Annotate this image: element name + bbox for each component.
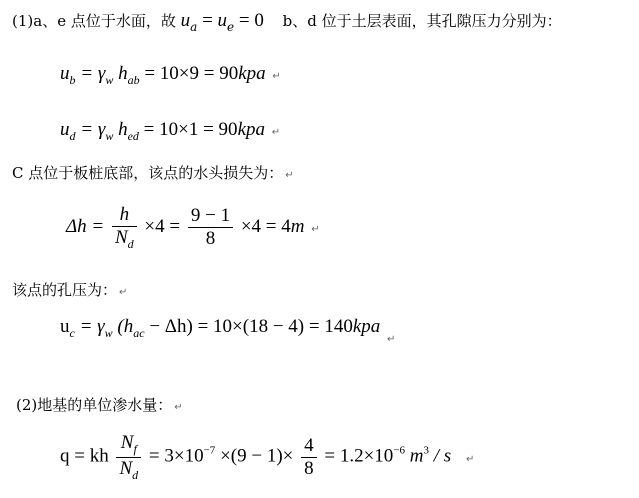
unit-m: m <box>409 445 424 467</box>
line-1-suffix: b、d 位于土层表面，其孔隙压力分别为： <box>282 12 562 30</box>
equation-mid: − Δh) = 10×(18 − 4) = 140 <box>149 316 353 337</box>
equation-rest: = 10×9 = 90 <box>144 63 239 84</box>
fraction-nf-over-nd <box>116 432 141 483</box>
u-symbol: u <box>60 316 70 337</box>
exponent-2: −6 <box>393 444 406 457</box>
line-8-text <box>16 398 183 413</box>
gamma-symbol: = γ <box>79 316 105 337</box>
fraction-denominator: 8 <box>304 457 314 479</box>
u-e-symbol: u <box>217 10 228 31</box>
u-e-subscript: e <box>227 20 235 34</box>
fraction-numerator <box>116 432 141 458</box>
return-mark-icon: ↵ <box>311 224 320 236</box>
gamma-subscript: w <box>105 73 114 87</box>
unit-s: / s <box>429 445 452 467</box>
n-symbol: N <box>114 226 128 248</box>
line-1-prefix: (1)a、e 点位于水面，故 <box>12 12 176 30</box>
equation-mid-1: = 3×10 <box>148 445 204 467</box>
h-subscript: ab <box>127 73 140 87</box>
equation-mid-3: = 1.2×10 <box>324 445 394 467</box>
n-symbol: N <box>119 457 133 479</box>
fraction-numerator: h <box>112 204 137 227</box>
h-symbol: h <box>118 63 128 84</box>
h-symbol: h <box>118 119 128 140</box>
equation-rest: ×4 = 4 <box>240 216 291 238</box>
equation-pore-pressure <box>60 317 395 345</box>
n-symbol: N <box>120 432 134 453</box>
h-subscript: ed <box>127 129 139 143</box>
fraction-9-1-over-8 <box>188 205 233 250</box>
equation-u-b <box>60 64 281 86</box>
equation-seepage <box>60 432 474 483</box>
fraction-denominator: 8 <box>205 228 216 250</box>
equals-zero: = 0 <box>238 10 264 31</box>
u-a-symbol: u <box>180 10 191 31</box>
line-6-content: 该点的孔压为： <box>12 281 118 299</box>
q-lhs: q = kh <box>60 445 109 467</box>
line-1-statement <box>12 11 562 33</box>
line-8-content: (2)地基的单位渗水量： <box>16 396 173 414</box>
exponent-1: −7 <box>203 444 216 457</box>
unit: m <box>290 216 305 238</box>
u-symbol: u <box>60 119 70 140</box>
u-subscript: b <box>69 73 76 87</box>
n-subscript: f <box>133 442 137 456</box>
delta-h-lhs: Δh = <box>66 216 109 238</box>
fraction-numerator: 9 − 1 <box>188 205 233 228</box>
n-subscript: d <box>132 467 139 482</box>
gamma-symbol: = γ <box>80 63 106 84</box>
equation-head-loss <box>66 204 320 252</box>
u-subscript: d <box>69 129 76 143</box>
unit: kpa <box>238 63 266 84</box>
return-mark-icon: ↵ <box>174 402 183 413</box>
fraction-denominator <box>116 458 141 483</box>
equation-mid: ×4 = <box>144 216 185 238</box>
fraction-denominator <box>112 227 137 252</box>
equals-sign: = <box>202 10 218 31</box>
return-mark-icon: ↵ <box>387 334 396 345</box>
return-mark-icon: ↵ <box>285 170 294 181</box>
fraction-4-over-8 <box>301 435 317 480</box>
equation-mid-2: ×(9 − 1)× <box>220 445 294 467</box>
fraction-h-over-nd <box>112 204 137 252</box>
return-mark-icon: ↵ <box>271 127 281 138</box>
equation-rest: = 10×1 = 90 <box>143 119 238 140</box>
line-4-text <box>12 166 294 181</box>
line-6-text <box>12 283 127 298</box>
unit: kpa <box>237 119 265 140</box>
return-mark-icon: ↵ <box>119 287 128 298</box>
u-a-subscript: a <box>190 20 198 34</box>
gamma-subscript: w <box>105 129 114 143</box>
u-subscript: c <box>69 326 75 340</box>
unit: kpa <box>352 316 381 337</box>
return-mark-icon: ↵ <box>272 71 281 82</box>
h-subscript: ac <box>133 326 145 340</box>
gamma-subscript: w <box>104 326 113 340</box>
n-subscript: d <box>127 236 134 251</box>
fraction-numerator: 4 <box>301 435 317 458</box>
return-mark-icon: ↵ <box>465 453 475 465</box>
u-symbol: u <box>60 63 70 84</box>
h-open: (h <box>117 316 134 337</box>
equation-u-d <box>60 120 280 142</box>
exponent-3: 3 <box>423 444 430 457</box>
gamma-symbol: = γ <box>80 119 106 140</box>
line-4-content: C 点位于板桩底部，该点的水头损失为： <box>12 164 284 182</box>
